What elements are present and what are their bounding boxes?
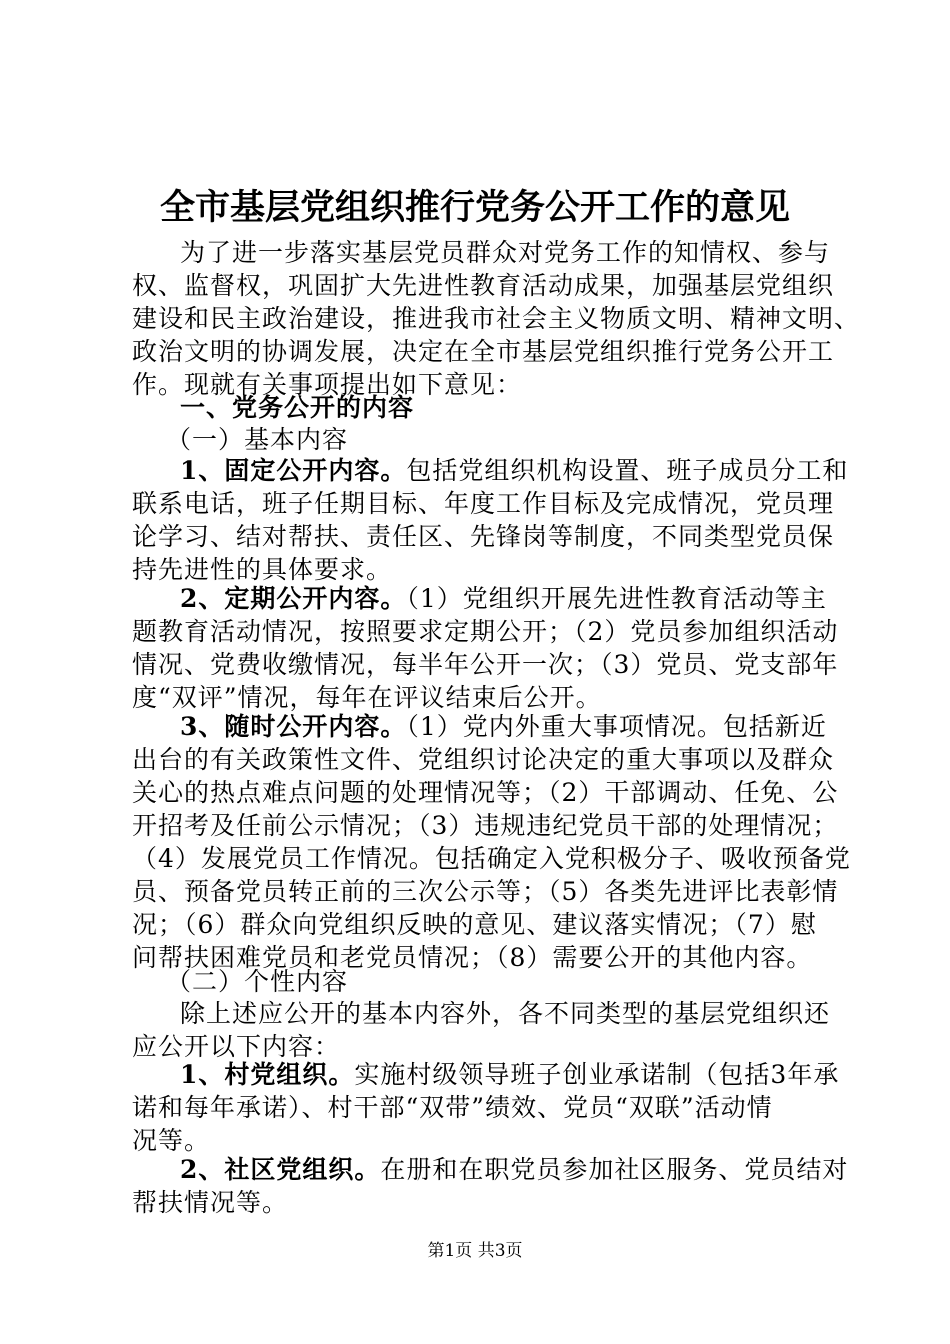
item-first-line [180, 455, 848, 487]
page-number: 第1页 共3页 [427, 1241, 523, 1261]
item-line: 情况、党费收缴情况，每半年公开一次；（3）党员、党支部年 [132, 650, 839, 679]
item-line: 况等。 [132, 1126, 211, 1155]
item-line: 度“双评”情况，每年在评议结束后公开。 [132, 683, 602, 712]
item-first-line [180, 711, 827, 743]
intro-line: 建设和民主政治建设，推进我市社会主义物质文明、精神文明、 [132, 304, 861, 333]
item-heading: 2、社区党组织。 [180, 1155, 381, 1184]
item-text: 实施村级领导班子创业承诺制（包括3年承 [354, 1060, 840, 1089]
document-title: 全市基层党组织推行党务公开工作的意见 [159, 187, 790, 228]
item-line: 开招考及任前公示情况；（3）违规违纪党员干部的处理情况； [132, 811, 839, 840]
item-line: 员、预备党员转正前的三次公示等；（5）各类先进评比表彰情 [132, 877, 839, 906]
item-text: （1）党组织开展先进性教育活动等主 [406, 584, 827, 613]
item-first-line [180, 1154, 848, 1186]
intro-line: 作。现就有关事项提出如下意见： [132, 370, 523, 399]
paragraph-line: 除上述应公开的基本内容外，各不同类型的基层党组织还 [180, 999, 831, 1028]
item-line: 题教育活动情况，按照要求定期公开；（2）党员参加组织活动 [132, 617, 839, 646]
item-line: 诺和每年承诺）、村干部“双带”绩效、党员“双联”活动情 [132, 1093, 773, 1122]
subsection-heading: （一）基本内容 [166, 425, 349, 454]
item-line: （4）发展党员工作情况。包括确定入党积极分子、吸收预备党 [132, 844, 851, 873]
item-first-line [180, 1059, 839, 1091]
subsection-heading: （二）个性内容 [166, 967, 349, 996]
item-heading: 3、随时公开内容。 [180, 712, 407, 741]
item-line: 出台的有关政策性文件、党组织讨论决定的重大事项以及群众 [132, 745, 835, 774]
intro-line: 权、监督权，巩固扩大先进性教育活动成果，加强基层党组织 [132, 271, 835, 300]
item-line: 帮扶情况等。 [132, 1188, 289, 1217]
intro-line: 政治文明的协调发展，决定在全市基层党组织推行党务公开工 [132, 337, 835, 366]
item-text: 包括党组织机构设置、班子成员分工和 [406, 456, 849, 485]
item-line: 关心的热点难点问题的处理情况等；（2）干部调动、任免、公 [132, 778, 839, 807]
item-heading: 2、定期公开内容。 [180, 584, 407, 613]
item-first-line [180, 583, 827, 615]
item-heading: 1、村党组织。 [180, 1060, 355, 1089]
item-line: 论学习、结对帮扶、责任区、先锋岗等制度，不同类型党员保 [132, 522, 835, 551]
item-heading: 1、固定公开内容。 [180, 456, 407, 485]
section-heading: 一、党务公开的内容 [180, 393, 415, 422]
item-line: 持先进性的具体要求。 [132, 555, 393, 584]
intro-line: 为了进一步落实基层党员群众对党务工作的知情权、参与 [180, 238, 831, 267]
paragraph-line: 应公开以下内容： [132, 1032, 341, 1061]
item-line: 问帮扶困难党员和老党员情况；（8）需要公开的其他内容。 [132, 943, 813, 972]
item-line: 联系电话，班子任期目标、年度工作目标及完成情况，党员理 [132, 489, 835, 518]
item-text: 在册和在职党员参加社区服务、党员结对 [380, 1155, 849, 1184]
item-text: （1）党内外重大事项情况。包括新近 [406, 712, 827, 741]
item-line: 况；（6）群众向党组织反映的意见、建议落实情况；（7）慰 [132, 910, 817, 939]
